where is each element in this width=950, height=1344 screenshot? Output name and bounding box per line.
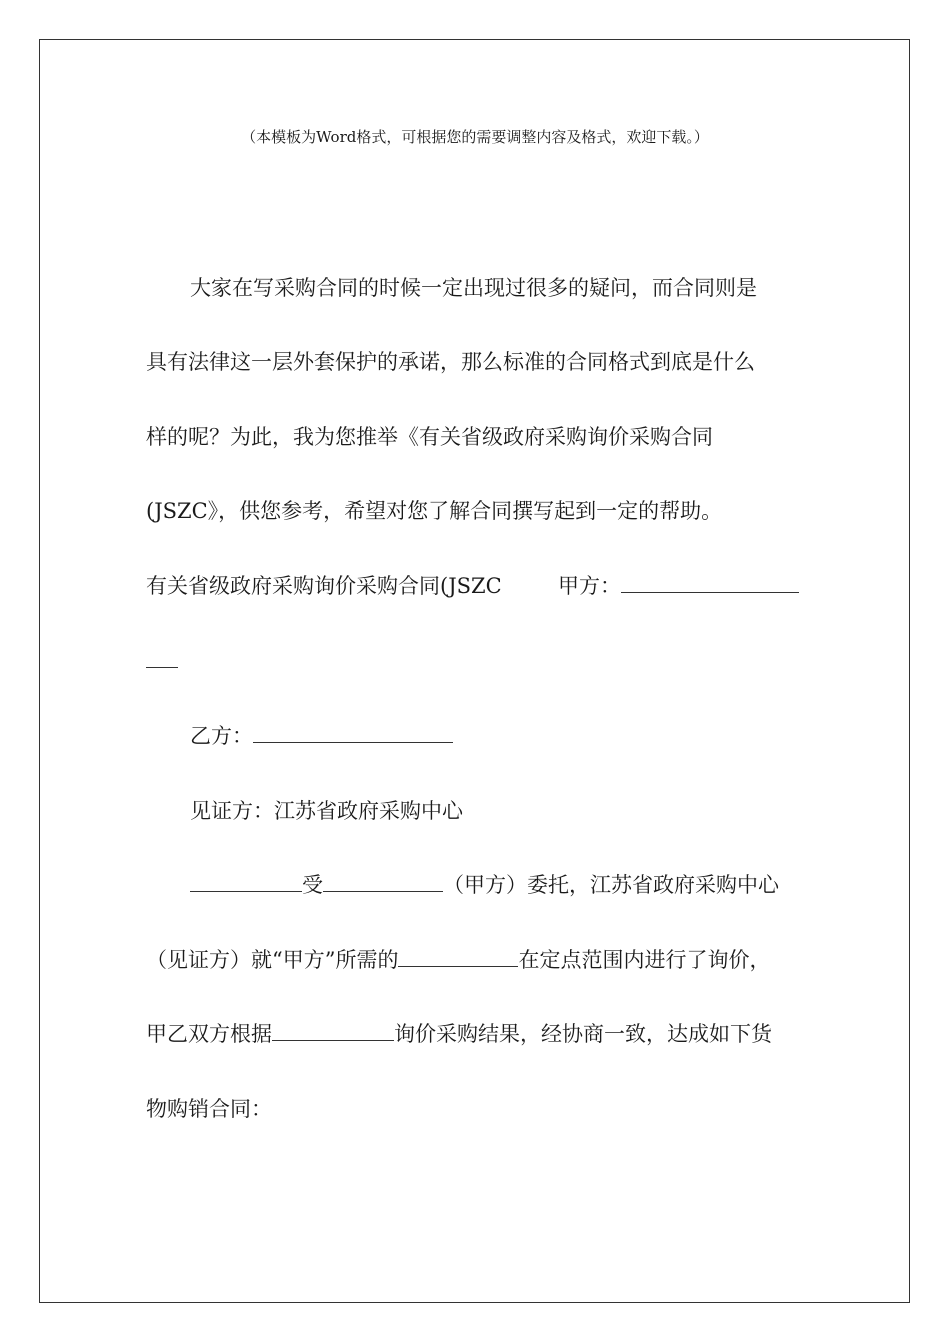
- party-b-label: 乙方：: [190, 724, 253, 748]
- party-a-blank-continued: [146, 647, 178, 675]
- intro-line-1: 大家在写采购合同的时候一定出现过很多的疑问，而合同则是: [190, 276, 757, 300]
- party-a-blank: [621, 574, 799, 593]
- contract-title: 有关省级政府采购询价采购合同(JSZC: [146, 574, 502, 598]
- text-result: 询价采购结果，经协商一致，达成如下货: [394, 1022, 772, 1046]
- blank-goods: [398, 948, 518, 967]
- party-a-line: [558, 572, 799, 600]
- text-based-on: 甲乙双方根据: [146, 1022, 272, 1046]
- intro-line-4: (JSZC》，供您参考，希望对您了解合同撰写起到一定的帮助。: [146, 499, 723, 523]
- para-result-line: [146, 1020, 772, 1048]
- text-shou: 受: [302, 873, 323, 897]
- intro-line-3: 样的呢？为此，我为您推举《有关省级政府采购询价采购合同: [146, 425, 713, 449]
- party-a-label: 甲方：: [558, 574, 621, 598]
- blank-result: [272, 1022, 394, 1041]
- para-inquiry-line: [146, 946, 770, 974]
- witness-line: 见证方：江苏省政府采购中心: [190, 799, 463, 823]
- blank-entrustor: [190, 873, 302, 892]
- party-b-blank: [253, 724, 453, 743]
- intro-line-2: 具有法律这一层外套保护的承诺，那么标准的合同格式到底是什么: [146, 350, 755, 374]
- text-entrust: （甲方）委托，江苏省政府采购中心: [443, 873, 779, 897]
- party-b-line: [190, 722, 453, 750]
- para-contract-line: 物购销合同：: [146, 1097, 272, 1121]
- blank-continuation: [146, 649, 178, 668]
- para-entrust-line: [190, 871, 779, 899]
- template-note: （本模板为Word格式，可根据您的需要调整内容及格式，欢迎下载。）: [241, 128, 709, 146]
- blank-party-a: [323, 873, 443, 892]
- text-inquiry: 在定点范围内进行了询价，: [518, 948, 771, 972]
- text-witness-regarding: （见证方）就“甲方”所需的: [146, 948, 399, 972]
